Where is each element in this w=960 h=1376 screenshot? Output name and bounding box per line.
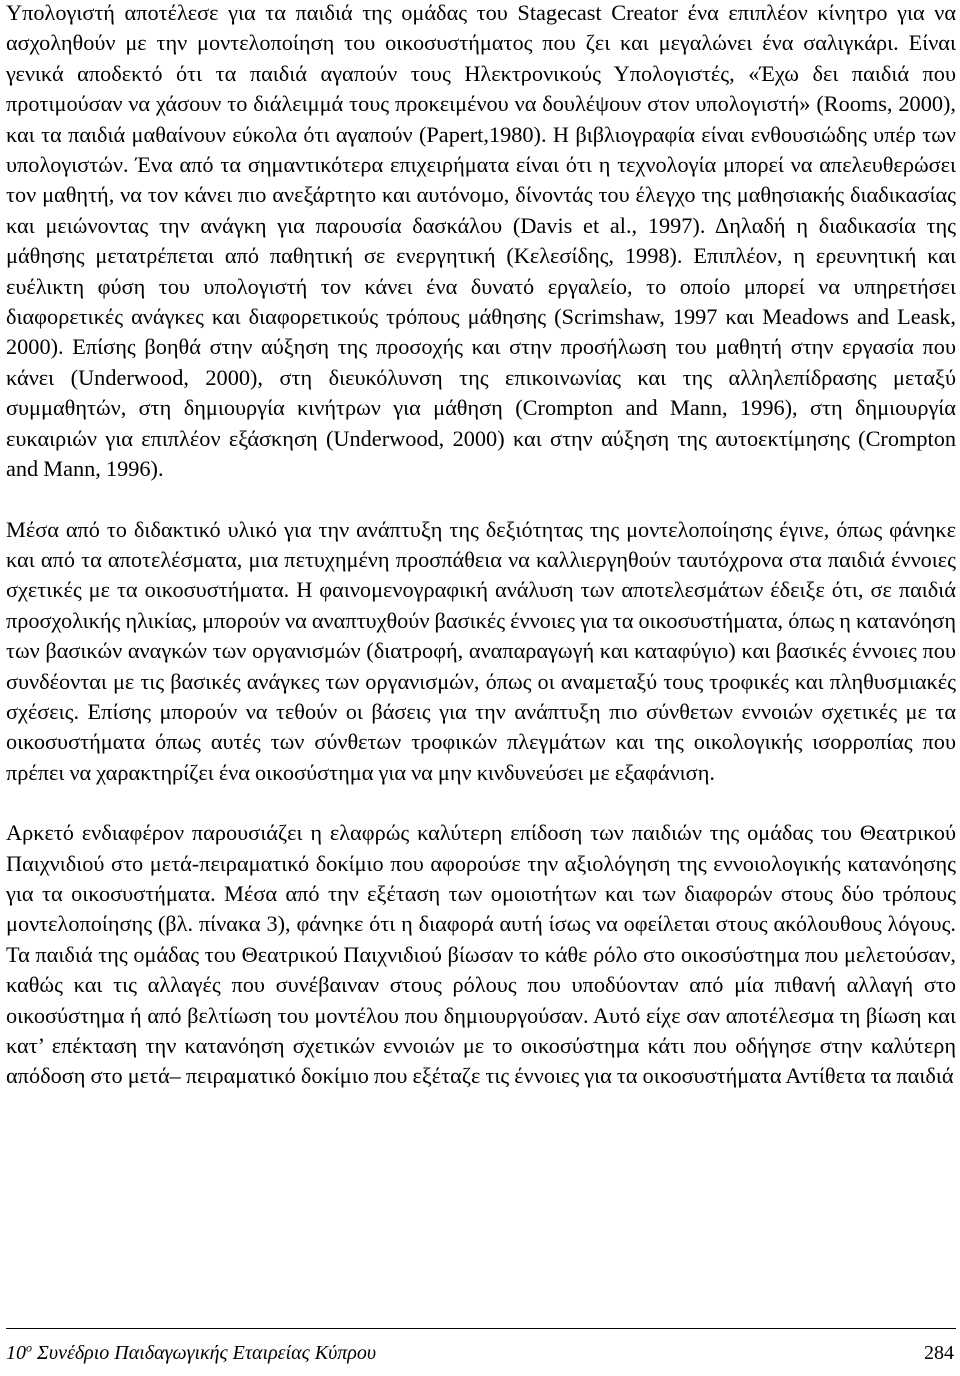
conference-title-text: Συνέδριο Παιδαγωγικής Εταιρείας Κύπρου: [37, 1342, 377, 1364]
body-paragraph-3: Αρκετό ενδιαφέρον παρουσιάζει η ελαφρώς καλύτερη επίδοση των παιδιών της ομάδας του Θεατρικού Παιχνιδιού στο μετά-πειραματικό δοκίμιο που αφορούσε την αξιολόγηση της εννοιολογικής κατανόησης για τα οικοσυστήματα. Μέσα από την εξέταση των ομοιοτήτων και των διαφορών στους δύο τρόπους μοντελοποίησης (βλ. πίνακα 3), φάνηκε ότι η διαφορά αυτή ίσως να οφείλεται στους ακόλουθους λόγους. Τα παιδιά της ομάδας του Θεατρικού Παιχνιδιού βίωσαν το κάθε ρόλο στο οικοσύστημα που μελετούσαν, καθώς και τις αλλαγές που συνέβαιναν στους ρόλους που υποδύονταν από μία πιθανή αλλαγή στο οικοσύστημα ή από βελτίωση του μοντέλου που δημιουργούσαν. Αυτό είχε σαν αποτέλεσμα τη βίωση και κατ’ επέκταση την κατανόηση σχετικών εννοιών με το οικοσύστημα κάτι που οδήγησε στην καλύτερη απόδοση στο μετά– πειραματικό δοκίμιο που εξέταζε τις έννοιες για τα οικοσυστήματα Αντίθετα τα παιδιά: [6, 820, 956, 1089]
footer-conference-title: [6, 1342, 376, 1365]
page-number: 284: [924, 1342, 954, 1364]
page-footer: [6, 1328, 956, 1368]
body-paragraph-2: Μέσα από το διδακτικό υλικό για την ανάπτυξη της δεξιότητας της μοντελοποίησης έγινε, όπως φάνηκε και από τα αποτελέσματα, μια πετυχημένη προσπάθεια να καλλιεργηθούν ταυτόχρονα στα παιδιά έννοιες σχετικές με τα οικοσυστήματα. Η φαινομενογραφική ανάλυση των αποτελεσμάτων έδειξε ότι, σε παιδιά προσχολικής ηλικίας, μπορούν να αναπτυχθούν βασικές έννοιες για τα οικοσυστήματα, όπως η κατανόηση των βασικών αναγκών των οργανισμών (διατροφή, αναπαραγωγή και καταφύγιο) και βασικές έννοιες που συνδέονται με τις βασικές ανάγκες των οργανισμών, όπως οι αναμεταξύ τους τροφικές και πληθυσμιακές σχέσεις. Επίσης μπορούν να τεθούν οι βάσεις για την ανάπτυξη πιο σύνθετων εννοιών σχετικές με τα οικοσυστήματα όπως αυτές των σύνθετων τροφικών πλεγμάτων και της οικολογικής ισορροπίας που πρέπει να χαρακτηρίζει ένα οικοσύστημα για να μην κινδυνεύσει με εξαφάνιση.: [6, 516, 956, 785]
footer-divider: [6, 1328, 956, 1329]
conference-ordinal: ο: [26, 1340, 32, 1355]
document-page: [6, 0, 956, 1376]
conference-number: 10: [6, 1342, 26, 1364]
body-paragraph-1: Υπολογιστή αποτέλεσε για τα παιδιά της ομάδας του Stagecast Creator ένα επιπλέον κίνητρο για να ασχοληθούν με την μοντελοποίηση του οικοσυστήματος που ζει και μεγαλώνει ένα σαλιγκάρι. Είναι γενικά αποδεκτό ότι τα παιδιά αγαπούν τους Ηλεκτρονικούς Υπολογιστές, «Έχω δει παιδιά που προτιμούσαν να χάσουν το διάλειμμά τους προκειμένου να δουλέψουν στον υπολογιστή» (Rooms, 2000), και τα παιδιά μαθαίνουν εύκολα ότι αγαπούν (Papert,1980). Η βιβλιογραφία είναι ενθουσιώδης υπέρ των υπολογιστών. Ένα από τα σημαντικότερα επιχειρήματα είναι ότι η τεχνολογία μπορεί να απελευθερώσει τον μαθητή, να τον κάνει πιο ανεξάρτητο και αυτόνομο, δίνοντάς του έλεγχο της μαθησιακής διαδικασίας και μειώνοντας την ανάγκη για παρουσία δασκάλου (Davis et al., 1997). Δηλαδή η διαδικασία της μάθησης μετατρέπεται από παθητική σε ενεργητική (Κελεσίδης, 1998). Επιπλέον, η ερευνητική και ευέλικτη φύση του υπολογιστή τον κάνει ένα δυνατό εργαλείο, το οποίο μπορεί να υπηρετήσει διαφορετικές ανάγκες και διαφορετικούς τρόπους μάθησης (Scrimshaw, 1997 και Meadows and Leask, 2000). Επίσης βοηθά στην αύξηση της προσοχής και στην προσήλωση του μαθητή στην εργασία που κάνει (Underwood, 2000), στη διευκόλυνση της επικοινωνίας και της αλληλεπίδρασης μεταξύ συμμαθητών, στη δημιουργία κινήτρων για μάθηση (Crompton and Mann, 1996), στη δημιουργία ευκαιριών για επιπλέον εξάσκηση (Underwood, 2000) και στην αύξηση της αυτοεκτίμησης (Crompton and Mann, 1996).: [6, 0, 956, 482]
